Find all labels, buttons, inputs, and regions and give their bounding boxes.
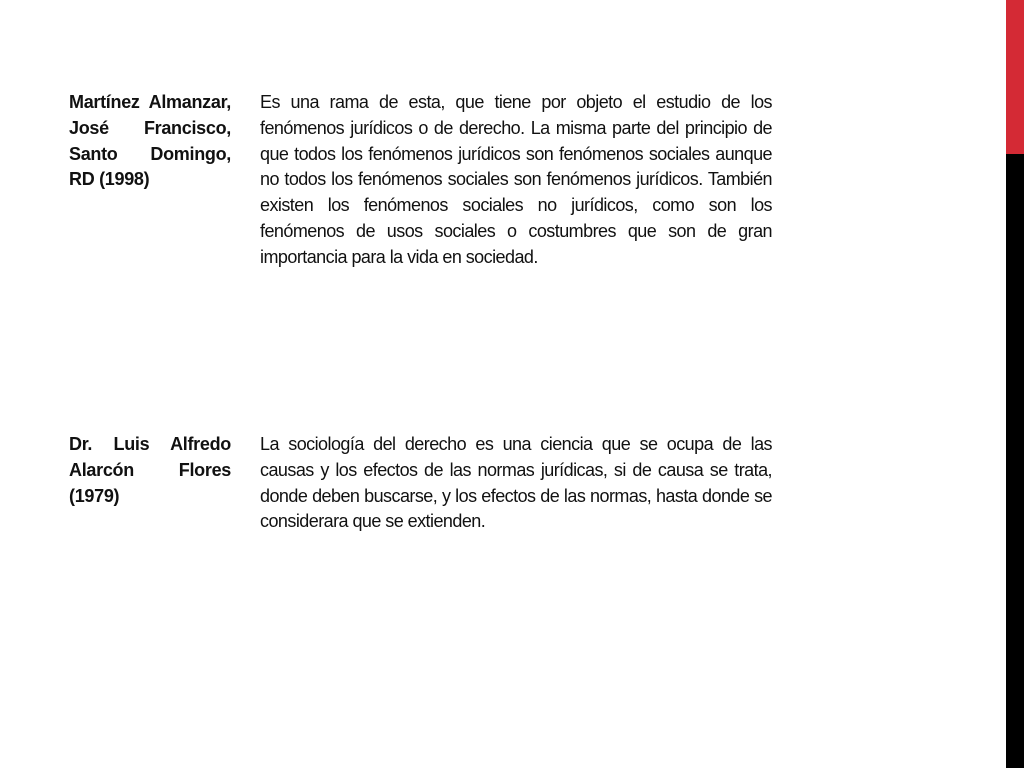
- side-bar-red-segment: [1006, 0, 1024, 154]
- definition-text: La sociología del derecho es una ciencia que se ocupa de las causas y los efectos de las normas jurídicas, si de causa se trata, donde deben buscarse, y los efectos de las normas, hasta donde se considerara que se extienden.: [260, 434, 772, 532]
- decorative-side-bar: [1006, 0, 1024, 768]
- author-citation: Martínez Almanzar, José Francisco, Santo Domingo, RD (1998): [69, 92, 231, 190]
- side-bar-black-segment: [1006, 154, 1024, 768]
- definition-text: Es una rama de esta, que tiene por objeto el estudio de los fenómenos jurídicos o de derecho. La misma parte del principio de que todos los fenómenos jurídicos son fenómenos sociales aunque no todos los fenómenos sociales son fenómenos jurídicos. También existen los fenómenos sociales no jurídicos, como son los fenómenos de usos sociales o costumbres que son de gran importancia para la vida en sociedad.: [260, 92, 772, 267]
- author-citation: Dr. Luis Alfredo Alarcón Flores (1979): [69, 434, 231, 506]
